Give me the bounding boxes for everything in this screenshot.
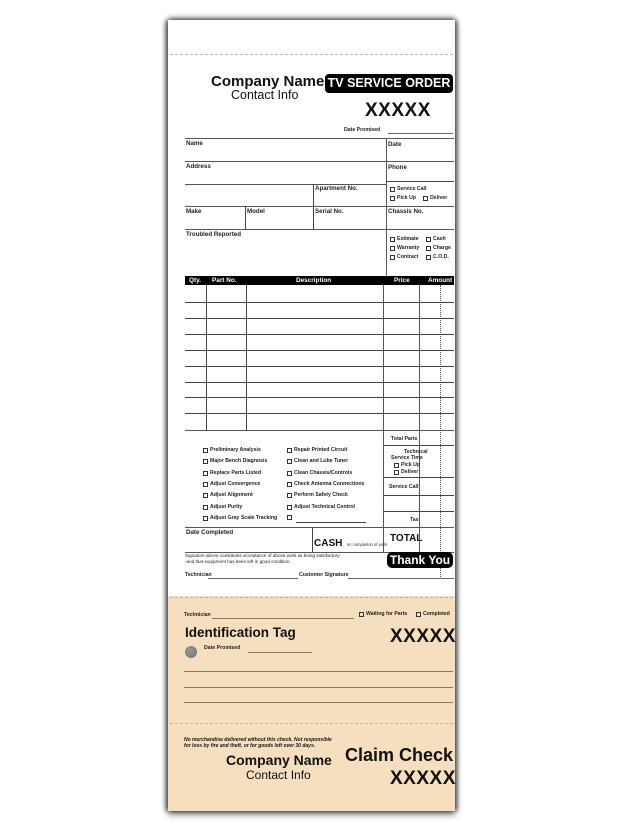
perforation-line-claim bbox=[170, 723, 453, 724]
checkbox-icon bbox=[426, 237, 431, 242]
claim-notice-line-1: No merchandise delivered without this check. Not responsible bbox=[184, 737, 332, 743]
col-amount: Amount bbox=[428, 277, 453, 284]
checkbox-icon bbox=[390, 246, 395, 251]
checkbox-icon bbox=[203, 459, 208, 464]
warranty-checkbox[interactable]: Warranty bbox=[390, 245, 419, 251]
name-field[interactable] bbox=[185, 139, 385, 161]
claim-company-name: Company Name bbox=[226, 752, 332, 768]
tag-technician-field[interactable] bbox=[212, 618, 354, 619]
checkbox-icon bbox=[390, 196, 395, 201]
checkbox-icon bbox=[203, 493, 208, 498]
waiting-for-parts-checkbox[interactable]: Waiting for Parts bbox=[359, 611, 407, 617]
checkbox-icon bbox=[390, 187, 395, 192]
address-field[interactable] bbox=[185, 162, 385, 184]
service-order-form bbox=[168, 20, 455, 811]
punch-hole-icon bbox=[185, 646, 197, 658]
checkbox-icon bbox=[390, 237, 395, 242]
claim-check-title: Claim Check bbox=[345, 745, 454, 765]
tag-note-line[interactable] bbox=[184, 687, 453, 688]
checkbox-icon bbox=[287, 505, 292, 510]
checkbox-icon bbox=[287, 471, 292, 476]
checkbox-icon bbox=[287, 482, 292, 487]
cash-checkbox[interactable]: Cash bbox=[426, 236, 446, 242]
apartment-no-label: Apartment No. bbox=[315, 185, 358, 192]
pick-up-checkbox[interactable]: Pick Up bbox=[390, 195, 416, 201]
check-repair-printed-circuit[interactable]: Repair Printed Circuit bbox=[287, 447, 347, 453]
checkbox-icon bbox=[203, 516, 208, 521]
check-technical-control[interactable]: Adjust Technical Control bbox=[287, 504, 355, 510]
check-adjust-alignment[interactable]: Adjust Alignment bbox=[203, 492, 253, 498]
tag-note-line[interactable] bbox=[184, 671, 453, 672]
disclaimer-line-2: -and that equipment has been left in good condition. bbox=[185, 559, 291, 564]
checkbox-icon bbox=[203, 505, 208, 510]
checkbox-icon bbox=[287, 493, 292, 498]
custom-check-field[interactable] bbox=[296, 522, 366, 523]
order-number: XXXXX bbox=[365, 100, 431, 121]
checkbox-icon bbox=[394, 470, 399, 475]
check-custom[interactable] bbox=[287, 515, 294, 520]
date-field[interactable] bbox=[386, 139, 454, 161]
chassis-no-label: Chassis No. bbox=[388, 208, 424, 215]
check-safety[interactable]: Perform Safety Check bbox=[287, 492, 348, 498]
col-description: Description bbox=[296, 277, 332, 284]
check-preliminary-analysis[interactable]: Preliminary Analysis bbox=[203, 447, 261, 453]
parts-table-header bbox=[185, 276, 454, 285]
checkbox-icon bbox=[426, 246, 431, 251]
checkbox-icon bbox=[359, 612, 364, 617]
make-label: Make bbox=[186, 208, 202, 215]
technician-signature-field[interactable] bbox=[208, 578, 298, 579]
model-field[interactable] bbox=[246, 207, 313, 228]
amount-cents-divider bbox=[440, 285, 441, 577]
totals-pick-up-checkbox[interactable]: Pick Up bbox=[394, 462, 420, 468]
contact-info: Contact Info bbox=[231, 88, 299, 102]
troubled-reported-label: Troubled Reported bbox=[186, 231, 242, 238]
checkbox-icon bbox=[394, 463, 399, 468]
tag-note-line[interactable] bbox=[184, 702, 453, 703]
claim-contact-info: Contact Info bbox=[246, 768, 311, 782]
claim-check-number: XXXXX bbox=[390, 768, 456, 789]
serial-no-label: Serial No. bbox=[315, 208, 344, 215]
table-row bbox=[185, 334, 454, 335]
totals-deliver-checkbox[interactable]: Deliver bbox=[394, 469, 418, 475]
service-call-checkbox[interactable]: Service Call bbox=[390, 186, 426, 192]
disclaimer-line-1: Signature above constitutes acceptance of above work as being satisfactory bbox=[185, 553, 340, 558]
tag-technician-label: Technician bbox=[184, 612, 211, 618]
name-label: Name bbox=[186, 140, 203, 147]
checkbox-icon bbox=[390, 255, 395, 260]
table-row bbox=[185, 350, 454, 351]
table-row bbox=[185, 397, 454, 398]
tag-date-promised-label: Date Promised bbox=[204, 645, 241, 651]
check-adjust-purity[interactable]: Adjust Purity bbox=[203, 504, 242, 510]
checkbox-icon bbox=[203, 448, 208, 453]
date-promised-label: Date Promised bbox=[344, 127, 381, 133]
total-parts-label: Total Parts bbox=[391, 436, 418, 442]
claim-notice-line-2: for loss by fire and theft, or for goods left over 30 days. bbox=[184, 743, 316, 749]
checkbox-icon bbox=[287, 515, 292, 520]
table-row bbox=[185, 413, 454, 414]
identification-tag-title: Identification Tag bbox=[185, 625, 296, 640]
table-row bbox=[185, 302, 454, 303]
make-field[interactable] bbox=[185, 207, 245, 228]
service-time-label: Service Time bbox=[391, 455, 423, 461]
table-row bbox=[185, 366, 454, 367]
customer-signature-field[interactable] bbox=[348, 578, 454, 579]
check-replace-parts-listed[interactable]: Replace Parts Listed bbox=[203, 470, 261, 476]
tag-date-promised-field[interactable] bbox=[248, 652, 312, 653]
check-adjust-gray-scale[interactable]: Adjust Gray Scale Tracking bbox=[203, 515, 277, 521]
table-row bbox=[185, 430, 454, 431]
check-antenna-connections[interactable]: Check Antenna Connections bbox=[287, 481, 364, 487]
checkbox-icon bbox=[203, 482, 208, 487]
checkbox-icon bbox=[426, 255, 431, 260]
customer-signature-label: Customer Signature bbox=[299, 572, 349, 578]
tag-section bbox=[168, 596, 455, 811]
total-label: TOTAL bbox=[390, 533, 423, 544]
date-completed-field[interactable] bbox=[185, 537, 312, 551]
apartment-no-field[interactable] bbox=[314, 185, 385, 206]
contract-checkbox[interactable]: Contract bbox=[390, 254, 418, 260]
col-price: Price bbox=[394, 277, 410, 284]
table-row bbox=[185, 382, 454, 383]
service-call-label: Service Call bbox=[389, 484, 419, 490]
technical-label: Technical bbox=[404, 449, 428, 455]
chassis-no-field[interactable] bbox=[386, 207, 454, 228]
form-title-badge: TV SERVICE ORDER bbox=[325, 74, 453, 93]
checkbox-icon bbox=[287, 459, 292, 464]
check-major-bench-diagnosis[interactable]: Major Bench Diagnosis bbox=[203, 458, 267, 464]
perforation-line-top bbox=[170, 54, 453, 55]
cash-label: CASH on completion of work bbox=[314, 538, 388, 549]
col-part-no: Part No. bbox=[212, 277, 237, 284]
company-name: Company Name bbox=[211, 73, 325, 90]
checkbox-icon bbox=[203, 471, 208, 476]
address-label: Address bbox=[186, 163, 211, 170]
check-adjust-convergence[interactable]: Adjust Convergence bbox=[203, 481, 260, 487]
date-completed-label: Date Completed bbox=[186, 529, 234, 536]
tag-number: XXXXX bbox=[390, 626, 456, 647]
check-clean-lube-tuner[interactable]: Clean and Lube Tuner bbox=[287, 458, 348, 464]
col-qty: Qty. bbox=[189, 277, 201, 284]
serial-no-field[interactable] bbox=[314, 207, 385, 228]
estimate-checkbox[interactable]: Estimate bbox=[390, 236, 419, 242]
checkbox-icon bbox=[416, 612, 421, 617]
perforation-line-tag bbox=[170, 597, 453, 598]
checkbox-icon bbox=[423, 196, 428, 201]
table-row bbox=[185, 318, 454, 319]
tax-label: Tax bbox=[410, 517, 419, 523]
charge-checkbox[interactable]: Charge bbox=[426, 245, 451, 251]
troubled-reported-field[interactable] bbox=[185, 239, 385, 275]
completed-checkbox[interactable]: Completed bbox=[416, 611, 450, 617]
deliver-checkbox[interactable]: Deliver bbox=[423, 195, 447, 201]
checkbox-icon bbox=[287, 448, 292, 453]
date-promised-field[interactable] bbox=[388, 133, 453, 134]
thank-you-badge: Thank You bbox=[387, 552, 453, 568]
date-label: Date bbox=[388, 141, 402, 148]
check-clean-chassis[interactable]: Clean Chassis/Controls bbox=[287, 470, 352, 476]
technician-label: Technician bbox=[185, 572, 212, 578]
model-label: Model bbox=[247, 208, 265, 215]
phone-label: Phone bbox=[388, 164, 407, 171]
cod-checkbox[interactable]: C.O.D. bbox=[426, 254, 449, 260]
